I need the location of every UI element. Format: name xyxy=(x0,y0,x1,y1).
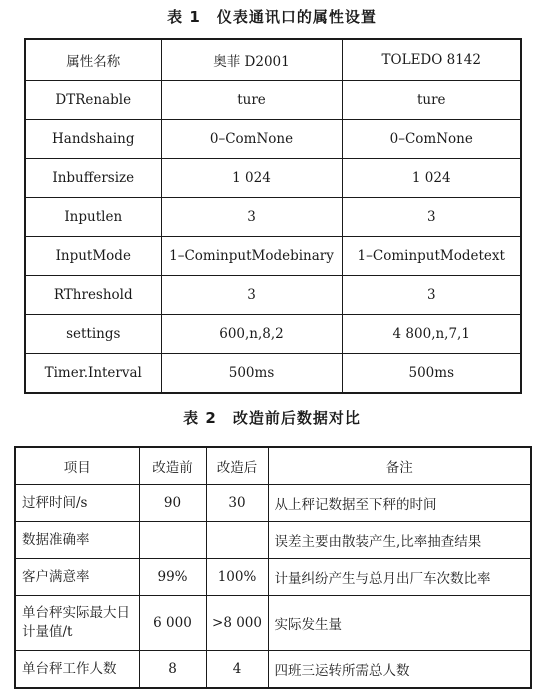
table-row xyxy=(15,596,531,651)
table2-before-value: 6 000 xyxy=(139,596,206,651)
table2-caption: 表 2 改造前后数据对比 xyxy=(183,409,361,427)
table1-value-cell: 3 xyxy=(161,198,342,237)
table-row xyxy=(25,276,521,315)
table1-value-cell: ture xyxy=(342,81,521,120)
table2-note: 计量纠纷产生与总月出厂车次数比率 xyxy=(268,559,531,596)
table2-header-cell: 改造前 xyxy=(139,447,206,485)
table2-header-row xyxy=(15,447,531,485)
table2-item-name: 客户满意率 xyxy=(15,559,139,596)
table1-property-name: Timer.Interval xyxy=(25,354,161,394)
table2-after-value xyxy=(206,522,268,559)
table1-header-row xyxy=(25,39,521,81)
table2-after-value: 4 xyxy=(206,651,268,689)
table-row xyxy=(25,354,521,394)
table-row xyxy=(25,120,521,159)
table2-before-after-comparison xyxy=(14,446,532,689)
table1-header-cell: 属性名称 xyxy=(25,39,161,81)
table-row xyxy=(15,485,531,522)
table2-before-value: 90 xyxy=(139,485,206,522)
table1-value-cell: 3 xyxy=(161,276,342,315)
table1-value-cell: 3 xyxy=(342,198,521,237)
table1-caption: 表 1 仪表通讯口的属性设置 xyxy=(167,8,377,26)
table2-header-cell: 项目 xyxy=(15,447,139,485)
table1-header-cell: 奥菲 D2001 xyxy=(161,39,342,81)
table2-note: 四班三运转所需总人数 xyxy=(268,651,531,689)
table2-item-name: 数据准确率 xyxy=(15,522,139,559)
table1-value-cell: 1–CominputModebinary xyxy=(161,237,342,276)
table2-before-value: 99% xyxy=(139,559,206,596)
table2-note: 误差主要由散装产生,比率抽查结果 xyxy=(268,522,531,559)
table1-property-name: Handshaing xyxy=(25,120,161,159)
table2-item-name: 单台秤实际最大日计量值/t xyxy=(15,596,139,651)
table2-after-value: 100% xyxy=(206,559,268,596)
table1-value-cell: 500ms xyxy=(161,354,342,394)
table1-value-cell: 600,n,8,2 xyxy=(161,315,342,354)
table1-value-cell: 4 800,n,7,1 xyxy=(342,315,521,354)
table-row xyxy=(25,315,521,354)
table2-before-value: 8 xyxy=(139,651,206,689)
table1-value-cell: 3 xyxy=(342,276,521,315)
table2-before-value xyxy=(139,522,206,559)
table1-value-cell: 1 024 xyxy=(161,159,342,198)
table1-value-cell: 1 024 xyxy=(342,159,521,198)
table1-header-cell: TOLEDO 8142 xyxy=(342,39,521,81)
table1-device-port-settings xyxy=(24,38,522,394)
table-row xyxy=(15,522,531,559)
table1-property-name: RThreshold xyxy=(25,276,161,315)
table1-value-cell: 0–ComNone xyxy=(342,120,521,159)
table2-item-name: 单台秤工作人数 xyxy=(15,651,139,689)
table1-value-cell: 1–CominputModetext xyxy=(342,237,521,276)
table1-value-cell: 500ms xyxy=(342,354,521,394)
table-row xyxy=(25,81,521,120)
table2-after-value: >8 000 xyxy=(206,596,268,651)
table1-property-name: Inputlen xyxy=(25,198,161,237)
table1-property-name: Inbuffersize xyxy=(25,159,161,198)
table1-value-cell: ture xyxy=(161,81,342,120)
table1-property-name: settings xyxy=(25,315,161,354)
table2-item-name: 过秤时间/s xyxy=(15,485,139,522)
table2-note: 从上秤记数据至下秤的时间 xyxy=(268,485,531,522)
table1-property-name: InputMode xyxy=(25,237,161,276)
table-row xyxy=(25,198,521,237)
table-row xyxy=(15,651,531,689)
table2-header-cell: 改造后 xyxy=(206,447,268,485)
table1-property-name: DTRenable xyxy=(25,81,161,120)
table1-value-cell: 0–ComNone xyxy=(161,120,342,159)
table-row xyxy=(15,559,531,596)
table2-header-cell: 备注 xyxy=(268,447,531,485)
table-row xyxy=(25,159,521,198)
table-row xyxy=(25,237,521,276)
table2-note: 实际发生量 xyxy=(268,596,531,651)
table2-after-value: 30 xyxy=(206,485,268,522)
